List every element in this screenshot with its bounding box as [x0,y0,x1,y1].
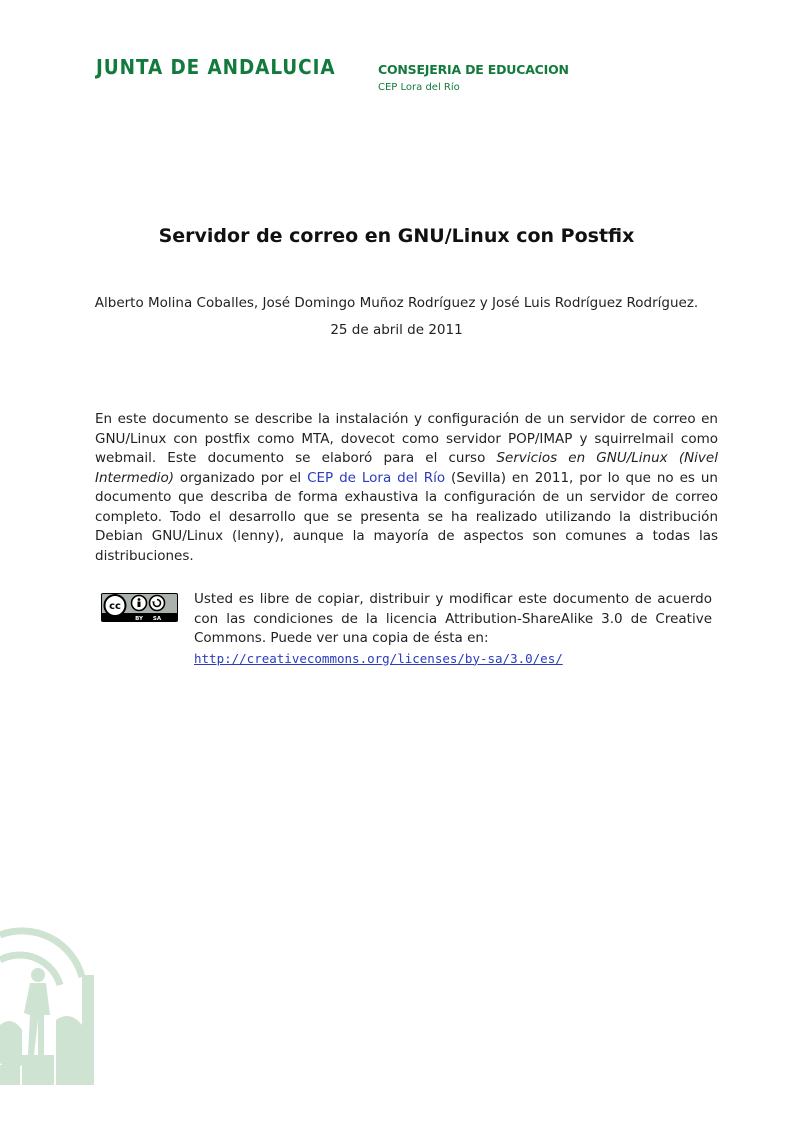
cc-badge-by: BY [135,616,143,622]
abstract-paragraph [95,410,718,566]
license-block [194,590,712,669]
abstract-text-3: (Sevilla) en 2011, por lo que no es un documento que describa de forma exhaustiva la configuración de un servidor de correo completo. Todo el desarrollo que se presenta se ha realizado utilizando la distribución Debian GNU/Linux (lenny), aunque la mayoría de aspectos son comunes a todas las distribuciones. [95,469,718,564]
license-text: Usted es libre de copiar, distribuir y modificar este documento de acuerdo con las condiciones de la licencia Attribution-ShareAlike 3.0 de Creative Commons. Puede ver una copia de ésta en: [194,591,712,646]
creative-commons-by-sa-icon[interactable] [101,593,178,622]
document-authors: Alberto Molina Coballes, José Domingo Muñoz Rodríguez y José Luis Rodríguez Rodríguez. [94,295,699,311]
abstract-text-2: organizado por el [174,469,308,486]
cc-badge-sa: SA [152,616,162,622]
andalucia-emblem-icon [0,905,100,1090]
course-name: Servicios en GNU/Linux (Nivel Intermedio) [95,450,718,486]
license-url-link[interactable]: http://creativecommons.org/licenses/by-sa/3.0/es/ [194,650,563,666]
center-name: CEP Lora del Río [378,82,460,93]
document-title: Servidor de correo en GNU/Linux con Postfix [158,225,635,247]
department-name: CONSEJERIA DE EDUCACION [378,62,569,77]
abstract-text-1: En este documento se describe la instalación y configuración de un servidor de correo en GNU/Linux con postfix como MTA, dovecot como servidor POP/IMAP y squirrelmail como webmail. Este documento se elaboró para el curso [95,411,718,466]
document-date: 25 de abril de 2011 [330,322,463,338]
junta-de-andalucia-logo: JUNTA DE ANDALUCIA [96,55,336,79]
cep-link[interactable]: CEP de Lora del Río [307,469,446,486]
cc-badge-label: cc [109,601,121,612]
